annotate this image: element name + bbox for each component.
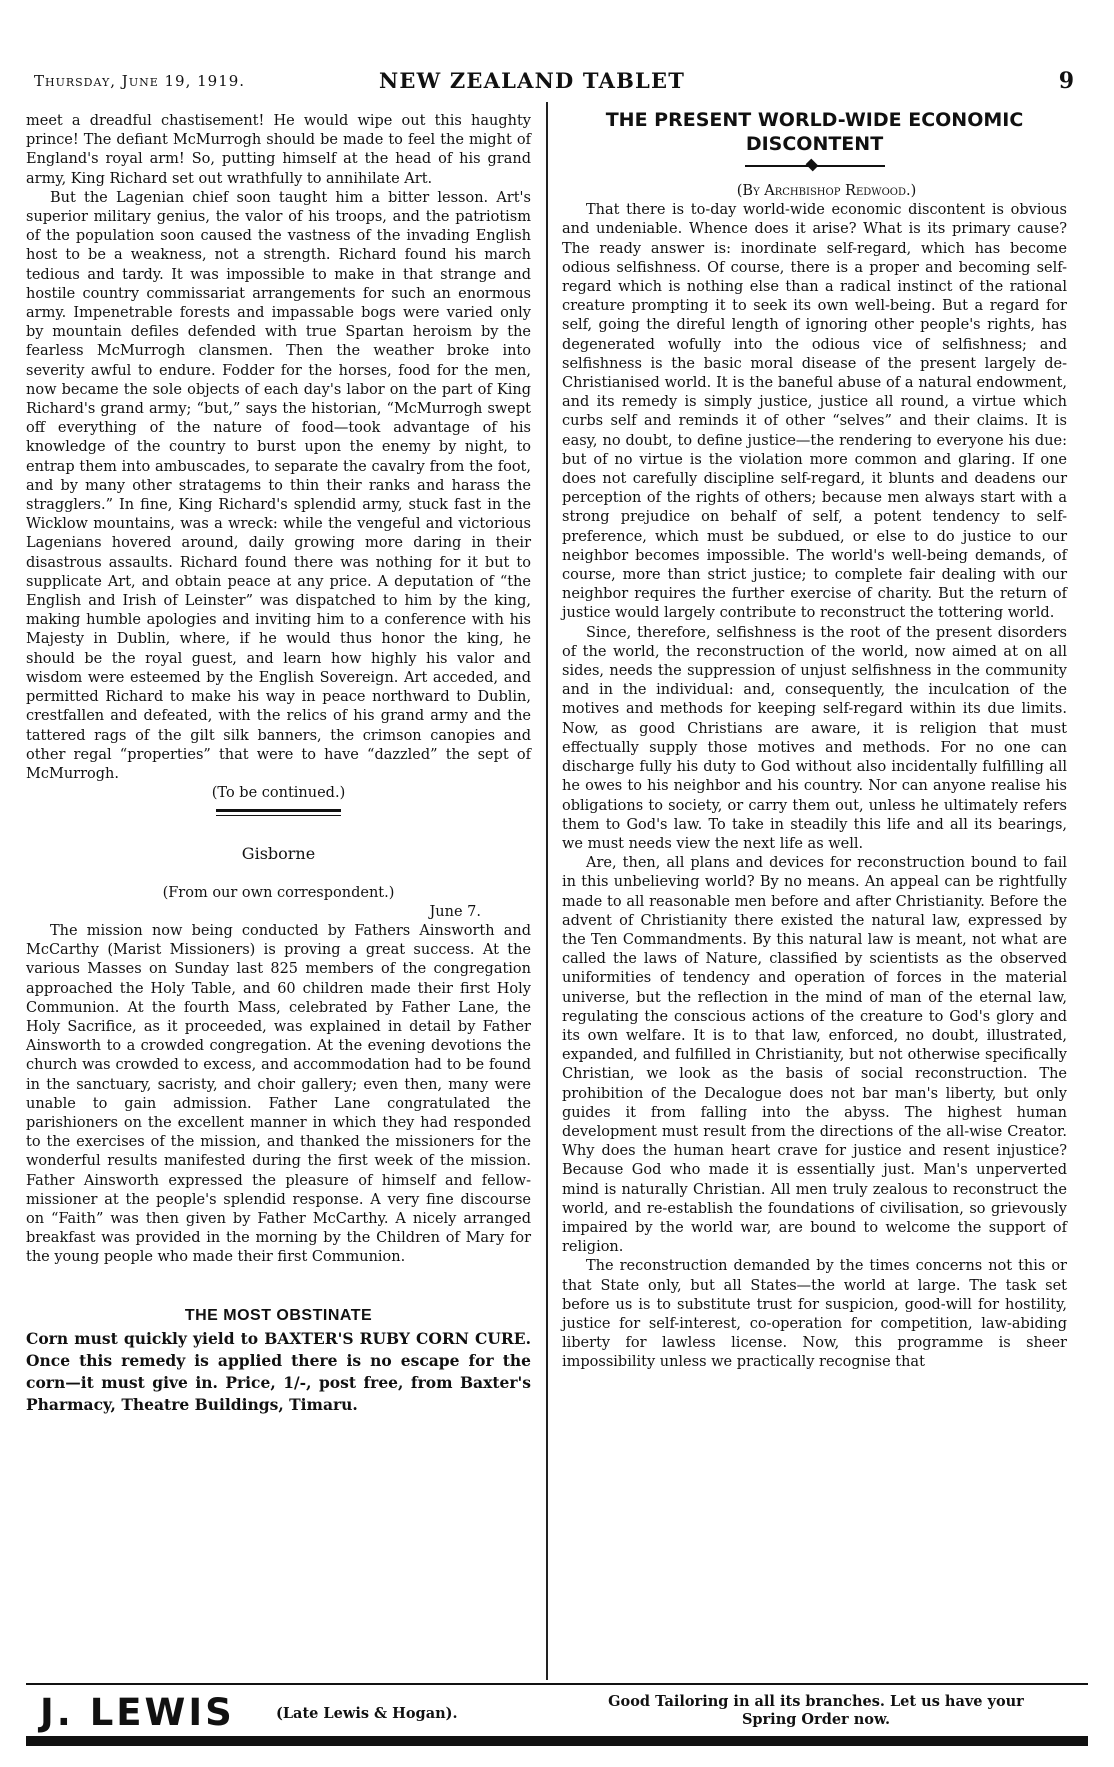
article-title: THE PRESENT WORLD-WIDE ECONOMIC DISCONTENT	[605, 109, 1024, 155]
article-paragraph: That there is to-day world-wide economic discontent is obvious and undeniable. Whence does it arise? What is its primary cause? The ready answer is: inordinate self-regard, which has become odious selfishness. Of course, there is a proper and becoming self-regard which is nothing else than a radical instinct of the rational creature prompting it to seek its own well-being. But a regard for self, going the direful length of ignoring other people's rights, has degenerated wofully into the odious vice of selfishness; and selfishness is the basic moral disease of the present largely de-Christianised world. It is the baneful abuse of a natural endowment, and its remedy is simply justice, justice all round, a virtue which curbs self and reminds it of other “selves” and their claims. It is easy, no doubt, to define justice—the rendering to everyone his due: but of no virtue is the violation more common and glaring. If one does not carefully discipline self-regard, it blunts and deadens our perception of the rights of others; because men always start with a strong prejudice on behalf of self, a potent tendency to self-preference, which must be subdued, or else to do justice to our neighbor becomes impossible. The world's well-being demands, of course, more than strict justice; to complete fair dealing with our neighbor requires the further exercise of charity. But the return of justice would largely contribute to reconstruct the tottering world.	[562, 202, 1067, 622]
title-ornament	[745, 164, 885, 168]
slogan-line: Spring Order now.	[741, 1711, 891, 1728]
masthead-title: NEW ZEALAND TABLET	[379, 68, 686, 93]
diamond-icon	[805, 159, 818, 172]
page-header	[34, 68, 1074, 98]
article-paragraph: The reconstruction demanded by the times concerns not this or that State only, but all States—the world at large. The task set before us is to substitute trust for suspicion, good-will for hostility, justice for self-interest, co-operation for competition, law-abiding liberty for lawless license. Now, this programme is sheer impossibility unless we practically recognise that	[562, 1258, 1067, 1371]
lewis-logo: J. LEWIS	[40, 1691, 235, 1734]
page-number: 9	[1058, 68, 1074, 94]
late-note: (Late Lewis & Hogan).	[276, 1705, 458, 1722]
section-divider	[216, 809, 341, 816]
article-paragraph: Are, then, all plans and devices for reconstruction bound to fail in this unbelieving world? By no means. An appeal can be rightfully made to all reasonable men before and after Christianity. Before the advent of Christianity there existed the natural law, expressed by the Ten Commandments. By this natural law is meant, not what are called the laws of Nature, classified by scientists as the observed uniformities of tendency and operation of forces in the material universe, but the reflection in the mind of man of the eternal law, regulating the conscious actions of the creature to God's glory and its own welfare. It is to that law, enforced, no doubt, illustrated, expanded, and fulfilled in Christianity, but not otherwise specifically Christian, we look as the basis of social reconstruction. The prohibition of the Decalogue does not bar man's liberty, but only guides it from falling into the abyss. The highest human development must result from the directions of the all-wise Creator. Why does the human heart crave for justice and resent injustice? Because God who made it is essentially just. Man's unperverted mind is naturally Christian. All men truly zealous to reconstruct the world, and re-establish the foundations of civilisation, so grievously impaired by the world war, are bound to welcome the support of religion.	[562, 855, 1067, 1256]
right-column	[562, 108, 1067, 1373]
article-paragraph: Since, therefore, selfishness is the root of the present disorders of the world, the reconstruction of the world, now aimed at on all sides, needs the suppression of unjust selfishness in the community and in the individual: and, consequently, the inculcation of the motives and methods for keeping self-regard within its due limits. Now, as good Christians are aware, it is religion that must effectually supply those motives and methods. For no one can discharge fully his duty to God without also incidentally fulfilling all he owes to his neighbor and his country. Nor can anyone realise his obligations to society, or carry them out, unless he ultimately refers them to God's law. To take in steadily this life and all its bearings, we must needs view the next life as well.	[562, 624, 1067, 852]
slogan-line: Good Tailoring in all its branches. Let us have your	[608, 1693, 1024, 1710]
story-paragraph: meet a dreadful chastisement! He would wipe out this haughty prince! The defiant McMurrogh should be made to feel the might of England's royal arm! So, putting himself at the head of his grand army, King Richard set out wrathfully to annihilate Art.	[26, 113, 531, 187]
dateline: June 7.	[429, 903, 481, 920]
column-divider	[546, 102, 548, 1680]
issue-date: Thursday, June 19, 1919.	[34, 72, 246, 90]
advert-body: Corn must quickly yield to BAXTER'S RUBY CORN CURE. Once this remedy is applied there is no escape for the corn—it must give in. Price, 1/-, post free, from Baxter's Pharmacy, Theatre Buildings, Timaru.	[26, 1328, 531, 1414]
correspondent-line: (From our own correspondent.)	[162, 884, 395, 901]
tailoring-slogan	[551, 1693, 1081, 1729]
advert-heading: THE MOST OBSTINATE	[184, 1306, 373, 1324]
article-byline: (By Archbishop Redwood.)	[736, 183, 917, 199]
continued-note: (To be continued.)	[211, 785, 346, 802]
left-column	[26, 112, 531, 1416]
gisborne-heading: Gisborne	[241, 844, 316, 864]
story-paragraph: But the Lagenian chief soon taught him a bitter lesson. Art's superior military genius, the valor of his troops, and the patriotism of the population soon caused the vastness of the invading English host to be a weakness, not a strength. Richard found his march tedious and tardy. It was impossible to make in that strange and hostile country commissariat arrangements for such an enormous army. Impenetrable forests and impassable bogs were varied only by mountain defiles defended with true Spartan heroism by the fearless McMurrogh clansmen. Then the weather broke into severity awful to endure. Fodder for the horses, food for the men, now became the sole objects of each day's labor on the part of King Richard's grand army; “but,” says the historian, “McMurrogh swept off everything of the nature of food—took advantage of his knowledge of the country to burst upon the enemy by night, to entrap them into ambuscades, to separate the cavalry from the foot, and by many other stratagems to thin their ranks and harass the stragglers.” In fine, King Richard's splendid army, stuck fast in the Wicklow mountains, was a wreck: while the vengeful and victorious Lagenians hovered around, daily growing more daring in their disastrous assaults. Richard found there was nothing for it but to supplicate Art, and obtain peace at any price. A deputation of “the English and Irish of Leinster” was dispatched to him by the king, making humble apologies and inviting him to a conference with his Majesty in Dublin, where, if he would thus honor the king, he should be the royal guest, and learn how highly his valor and wisdom were esteemed by the English Sovereign. Art acceded, and permitted Richard to make his way in peace northward to Dublin, crestfallen and defeated, with the relics of his grand army and the tattered rags of the gilt silk banners, the crimson canopies and other regal “properties” that were to have “dazzled” the sept of McMurrogh.	[26, 189, 531, 782]
gisborne-body: The mission now being conducted by Fathers Ainsworth and McCarthy (Marist Missioners) is proving a great success. At the various Masses on Sunday last 825 members of the congregation approached the Holy Table, and 60 children made their first Holy Communion. At the fourth Mass, celebrated by Father Lane, the Holy Sacrifice, as it proceeded, was explained in detail by Father Ainsworth to a crowded congregation. At the evening devotions the church was crowded to excess, and accommodation had to be found in the sanctuary, sacristy, and choir gallery; even then, many were unable to gain admission. Father Lane congratulated the parishioners on the excellent manner in which they had responded to the exercises of the mission, and thanked the missioners for the wonderful results manifested during the first week of the mission. Father Ainsworth expressed the pleasure of himself and fellow-missioner at the people's splendid response. A very fine discourse on “Faith” was then given by Father McCarthy. A nicely arranged breakfast was provided in the morning by the Children of Mary for the young people who made their first Communion.	[26, 922, 531, 1266]
footer-bar	[26, 1736, 1088, 1746]
corn-cure-advert	[26, 1306, 531, 1416]
